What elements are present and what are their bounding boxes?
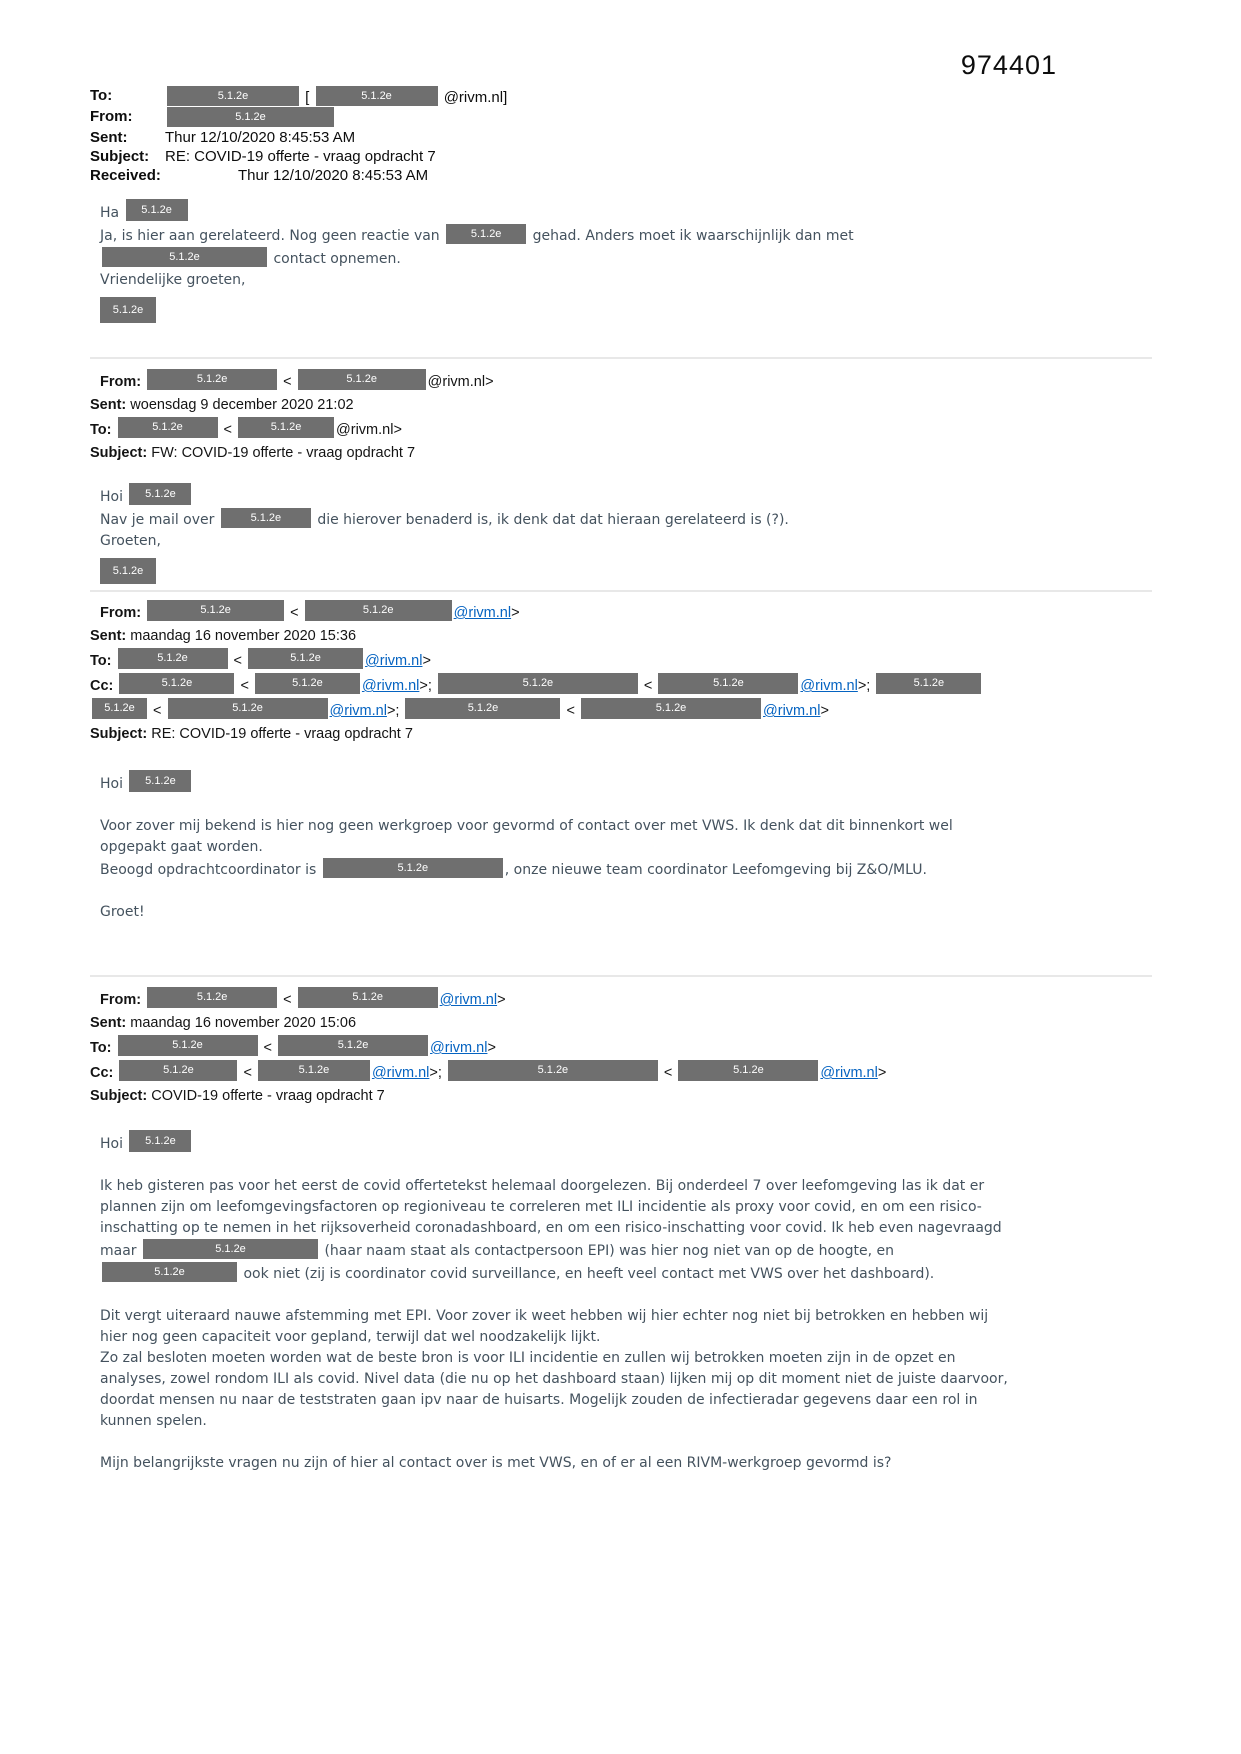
angle-close-semicolon: >; [386, 703, 400, 719]
blank-line [100, 1155, 1015, 1176]
email4-from-row [90, 987, 1025, 1012]
email2-from-row [90, 369, 1025, 394]
rivm-email-link[interactable]: @rivm.nl [763, 703, 821, 719]
angle-close: > [511, 605, 520, 621]
rivm-email-link[interactable]: @rivm.nl [371, 1065, 430, 1081]
email-divider [90, 975, 1152, 977]
redaction-block: 5.1.2e [238, 417, 334, 438]
subject-label: Subject: [90, 1088, 148, 1104]
redaction-block: 5.1.2e [102, 247, 267, 267]
email4-subject-row [90, 1085, 1025, 1108]
blank-line [100, 1432, 1015, 1453]
angle-close: > [422, 653, 431, 669]
redaction-block: 5.1.2e [118, 417, 218, 438]
email4-paragraph-3: Zo zal besloten moeten worden wat de beste bron is voor ILI incidentie en zullen wij betrokken moeten zijn in de opzet en analyses, zowel rondom ILI als covid. Nivel data (die nu op het dashboard staan) lijken mij op dit moment niet de juiste daarvoor, doordat mensen nu naar de teststraten gaan ipv naar de huisarts. Mogelijk zouden de infectieradar gegevens daar een rol in kunnen spelen. [100, 1350, 1008, 1429]
redaction-block: 5.1.2e [405, 698, 560, 719]
redaction-block: 5.1.2e [448, 1060, 658, 1081]
email3-subject-row [90, 723, 1025, 746]
angle-open: < [283, 374, 292, 390]
email3-body [90, 770, 1015, 923]
email-divider [90, 590, 1152, 592]
redaction-block: 5.1.2e [167, 86, 299, 106]
email1-to-row [90, 86, 1152, 107]
angle-close: > [877, 1065, 887, 1081]
angle-open: < [233, 653, 242, 669]
redaction-block: 5.1.2e [581, 698, 761, 719]
redaction-block: 5.1.2e [316, 86, 438, 106]
blank-line [100, 1285, 1015, 1306]
email4-cc-row [90, 1060, 1025, 1085]
email2-header [90, 369, 1025, 465]
rivm-domain: @rivm.nl> [427, 374, 494, 390]
email4-header [90, 987, 1025, 1108]
redaction-block: 5.1.2e [129, 770, 191, 792]
doc-number: 974401 [960, 50, 1057, 80]
rivm-email-link[interactable]: @rivm.nl [329, 703, 387, 719]
email2-body-line [100, 508, 1015, 531]
angle-open: < [223, 422, 232, 438]
email1-body [90, 199, 1015, 323]
email4-paragraph-1 [100, 1176, 1015, 1285]
angle-open: < [566, 703, 575, 719]
rivm-email-link[interactable]: @rivm.nl [361, 678, 420, 694]
email3-to-row [90, 648, 1025, 673]
blank-line [100, 881, 1015, 902]
body-text: die hierover benaderd is, ik denk dat dat hieraan gerelateerd is (?). [317, 512, 789, 528]
body-text: Nav je mail over [100, 512, 215, 528]
body-text: , onze nieuwe team coordinator Leefomgeving bij Z&O/MLU. [504, 862, 927, 878]
subject-label: Subject: [90, 726, 148, 742]
email1-from-row [90, 107, 1152, 128]
redaction-block: 5.1.2e [323, 858, 503, 878]
redaction-block: 5.1.2e [658, 673, 798, 694]
email1-body-line [100, 247, 1015, 270]
email1-sent-value: Thur 12/10/2020 8:45:53 AM [165, 129, 356, 146]
redaction-block: 5.1.2e [168, 698, 328, 719]
greeting-text: Hoi [100, 1136, 123, 1152]
from-label: From: [100, 374, 142, 390]
email1-subject-value: RE: COVID-19 offerte - vraag opdracht 7 [165, 148, 436, 165]
email2-body [90, 483, 1015, 584]
from-label: From: [100, 992, 142, 1008]
email1-received-value: Thur 12/10/2020 8:45:53 AM [238, 167, 429, 184]
redaction-block: 5.1.2e [147, 600, 284, 621]
cc-label: Cc: [90, 1065, 114, 1081]
redaction-block: 5.1.2e [129, 483, 191, 505]
from-label: From: [100, 605, 142, 621]
email2-to-row [90, 417, 1025, 442]
email1-header [90, 86, 1152, 185]
received-label: Received: [90, 167, 161, 184]
email-divider [90, 357, 1152, 359]
angle-close: > [820, 703, 829, 719]
email1-body-line [100, 224, 1015, 247]
redaction-block: 5.1.2e [118, 1035, 258, 1056]
body-text: Beoogd opdrachtcoordinator is [100, 862, 317, 878]
redaction-block: 5.1.2e [298, 369, 426, 390]
greeting-text: Hoi [100, 489, 123, 505]
rivm-email-link[interactable]: @rivm.nl [430, 1040, 488, 1056]
redaction-block: 5.1.2e [258, 1060, 370, 1081]
angle-open: < [263, 1040, 272, 1056]
email4-subject-value: COVID-19 offerte - vraag opdracht 7 [151, 1088, 385, 1104]
email2-sent-row [90, 394, 1025, 417]
redaction-block: 5.1.2e [278, 1035, 428, 1056]
email3-cc-row [90, 673, 1025, 723]
redaction-block: 5.1.2e [248, 648, 363, 669]
redaction-block: 5.1.2e [126, 199, 188, 221]
greeting-text: Ha [100, 205, 120, 221]
redaction-block: 5.1.2e [143, 1239, 318, 1259]
rivm-email-link[interactable]: @rivm.nl [820, 1065, 878, 1081]
body-text: Ik heb gisteren pas voor het eerst de covid offertetekst helemaal doorgelezen. Bij onderdeel 7 over leefomgeving las ik dat er plannen zijn om leefomgevingsfactoren op regioniveau te correleren met ILI incidentie als proxy voor covid, en om een risico-inschatting op te nemen in het rijksoverheid coronadashboard, en om een risico-inschatting voor covid. Ik heb even nagevraagd maar [100, 1178, 1002, 1259]
to-label: To: [90, 87, 113, 104]
rivm-domain: @rivm.nl> [336, 422, 402, 438]
email3-sent-row [90, 625, 1025, 648]
angle-open: < [243, 1065, 252, 1081]
email4-greeting-line [100, 1130, 1015, 1155]
email2-subject-row [90, 442, 1025, 465]
angle-open: < [153, 703, 162, 719]
sent-label: Sent: [90, 1015, 127, 1031]
email2-subject-value: FW: COVID-19 offerte - vraag opdracht 7 [151, 445, 416, 461]
sent-label: Sent: [90, 129, 128, 146]
body-text: (haar naam staat als contactpersoon EPI) was hier nog niet van op de hoogte, en [324, 1243, 894, 1259]
body-text: ook niet (zij is coordinator covid surveillance, en heeft veel contact met VWS over het dashboard). [243, 1266, 935, 1282]
from-label: From: [90, 108, 133, 125]
email2-sent-value: woensdag 9 december 2020 21:02 [130, 397, 354, 413]
email1-received-row [90, 166, 1152, 185]
to-label: To: [90, 422, 112, 438]
redaction-block: 5.1.2e [119, 1060, 237, 1081]
redaction-block: 5.1.2e [221, 508, 311, 528]
blank-line [100, 795, 1015, 816]
to-label: To: [90, 1040, 112, 1056]
rivm-email-link[interactable]: @rivm.nl [453, 605, 512, 621]
redaction-block: 5.1.2e [255, 673, 360, 694]
redaction-block: 5.1.2e [167, 107, 334, 127]
email3-from-row [90, 600, 1025, 625]
body-text: gehad. Anders moet ik waarschijnlijk dan met [532, 228, 854, 244]
redaction-block: 5.1.2e [119, 673, 234, 694]
email2-greeting-line [100, 483, 1015, 508]
email3-closing-line: Groet! [100, 904, 145, 920]
sent-label: Sent: [90, 397, 127, 413]
email1-subject-row [90, 147, 1152, 166]
redaction-block: 5.1.2e [102, 1262, 237, 1282]
email4-body [90, 1130, 1015, 1474]
angle-close: > [487, 1040, 496, 1056]
signature-redaction-block: 5.1.2e [100, 558, 156, 584]
redaction-block: 5.1.2e [118, 648, 228, 669]
email4-sent-row [90, 1012, 1025, 1035]
redaction-block: 5.1.2e [446, 224, 526, 244]
rivm-email-link[interactable]: @rivm.nl [800, 678, 858, 694]
email4-paragraph-4: Mijn belangrijkste vragen nu zijn of hier al contact over is met VWS, en of er al een RIVM-werkgroep gevormd is? [100, 1455, 892, 1471]
email3-paragraph-1: Voor zover mij bekend is hier nog geen werkgroep voor gevormd of contact over met VWS. Ik denk dat dit binnenkort wel opgepakt gaat worden. [100, 818, 953, 855]
email1-to-value [165, 86, 507, 107]
redaction-block: 5.1.2e [876, 673, 981, 694]
redaction-block: 5.1.2e [129, 1130, 191, 1152]
angle-open: < [643, 678, 653, 694]
email3-subject-value: RE: COVID-19 offerte - vraag opdracht 7 [151, 726, 413, 742]
redaction-block: 5.1.2e [298, 987, 438, 1008]
email2-closing-line: Groeten, [100, 533, 161, 549]
angle-close: > [497, 992, 506, 1008]
rivm-email-link[interactable]: @rivm.nl [439, 992, 498, 1008]
email4-paragraph-2: Dit vergt uiteraard nauwe afstemming met EPI. Voor zover ik weet hebben wij hier echter nog niet bij betrokken en hebben wij hier nog geen capaciteit voor gepland, terwijl dat wel noodzakelijk lijkt. [100, 1308, 989, 1345]
redaction-block: 5.1.2e [147, 369, 277, 390]
subject-label: Subject: [90, 148, 150, 165]
to-label: To: [90, 653, 112, 669]
body-text: contact opnemen. [273, 251, 401, 267]
redaction-block: 5.1.2e [438, 673, 638, 694]
email1-from-value [165, 107, 336, 128]
angle-close-semicolon: >; [419, 678, 432, 694]
email4-sent-value: maandag 16 november 2020 15:06 [130, 1015, 357, 1031]
email1-closing-line: Vriendelijke groeten, [100, 272, 246, 288]
angle-open: < [290, 605, 299, 621]
email3-header [90, 600, 1025, 746]
angle-close-semicolon: >; [857, 678, 871, 694]
angle-open: < [283, 992, 292, 1008]
bracket-open: [ [305, 89, 310, 106]
angle-open: < [240, 678, 249, 694]
rivm-email-link[interactable]: @rivm.nl [365, 653, 423, 669]
sent-label: Sent: [90, 628, 127, 644]
angle-open: < [663, 1065, 673, 1081]
subject-label: Subject: [90, 445, 148, 461]
email4-to-row [90, 1035, 1025, 1060]
email1-sent-row [90, 128, 1152, 147]
body-text: Ja, is hier aan gerelateerd. Nog geen reactie van [100, 228, 440, 244]
redaction-block: 5.1.2e [92, 698, 147, 719]
cc-label: Cc: [90, 678, 114, 694]
email3-greeting-line [100, 770, 1015, 795]
email1-greeting-line [100, 199, 1015, 224]
rivm-domain-bracket: @rivm.nl] [443, 89, 508, 106]
angle-close-semicolon: >; [429, 1065, 442, 1081]
redaction-block: 5.1.2e [678, 1060, 818, 1081]
redaction-block: 5.1.2e [147, 987, 277, 1008]
greeting-text: Hoi [100, 776, 123, 792]
email3-paragraph-2 [100, 858, 1015, 881]
email-thread-page [90, 86, 1152, 1474]
signature-redaction-block: 5.1.2e [100, 297, 156, 323]
email3-sent-value: maandag 16 november 2020 15:36 [130, 628, 357, 644]
redaction-block: 5.1.2e [305, 600, 452, 621]
